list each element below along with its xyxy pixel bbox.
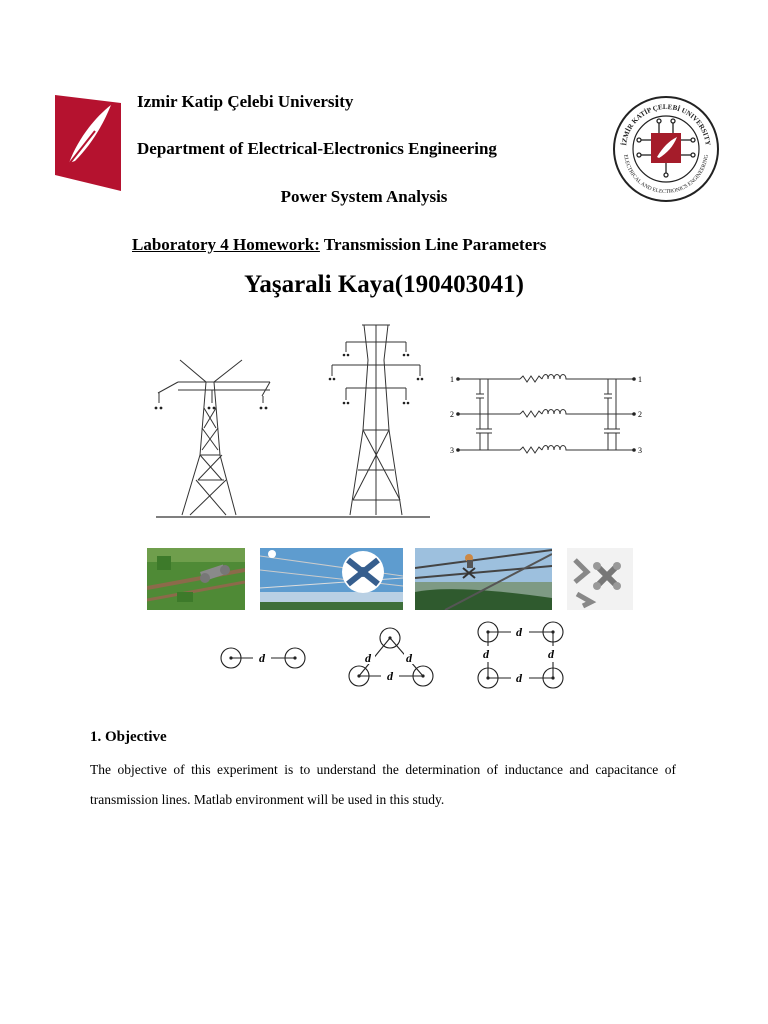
course-name: Power System Analysis bbox=[280, 187, 448, 206]
node-label-right-1: 1 bbox=[638, 375, 642, 384]
node-label-left-3: 3 bbox=[450, 446, 454, 455]
spacer-on-grass-photo bbox=[147, 548, 245, 610]
lab-topic: Transmission Line Parameters bbox=[323, 235, 547, 254]
university-name: Izmir Katip Çelebi University bbox=[137, 92, 354, 111]
node-label-right-2: 2 bbox=[638, 410, 642, 419]
three-conductor-bundle-diagram bbox=[343, 624, 439, 692]
spacer-damper-sky-photo bbox=[260, 548, 403, 610]
node-label-left-2: 2 bbox=[450, 410, 454, 419]
lab-title bbox=[132, 235, 546, 255]
lab-prefix: Laboratory 4 Homework: bbox=[132, 235, 320, 254]
university-logo bbox=[55, 95, 121, 191]
lineman-conductor-photo bbox=[415, 548, 552, 610]
spacing-label: d bbox=[516, 625, 522, 639]
node-label-right-3: 3 bbox=[638, 446, 642, 455]
spacing-label: d bbox=[483, 647, 489, 661]
objective-heading: 1. Objective bbox=[90, 729, 167, 745]
seal-top-text: İZMİR KATİP ÇELEBİ UNIVERSITY bbox=[620, 102, 712, 147]
spacing-label: d bbox=[406, 651, 412, 665]
spacing-label: d bbox=[365, 651, 371, 665]
spacing-label: d bbox=[387, 669, 393, 683]
node-label-left-1: 1 bbox=[450, 375, 454, 384]
transmission-towers-illustration bbox=[150, 320, 435, 520]
three-phase-circuit-diagram bbox=[448, 365, 648, 465]
department-name: Department of Electrical-Electronics Engineering bbox=[137, 139, 497, 158]
author-name: Yaşarali Kaya(190403041) bbox=[244, 271, 524, 298]
seal-bottom-text: ELECTRICAL AND ELECTRONICS ENGINEERING bbox=[622, 154, 710, 196]
spacer-parts-photo bbox=[567, 548, 633, 610]
spacing-label: d bbox=[259, 651, 265, 665]
spacing-label: d bbox=[516, 671, 522, 685]
objective-paragraph: The objective of this experiment is to understand the determination of inductance and capacitance of transmission lines. Matlab environment will be used in this study. bbox=[90, 762, 676, 807]
four-conductor-bundle-diagram bbox=[471, 620, 569, 692]
two-conductor-bundle-diagram bbox=[215, 642, 311, 674]
spacing-label: d bbox=[548, 647, 554, 661]
department-seal bbox=[609, 95, 723, 203]
